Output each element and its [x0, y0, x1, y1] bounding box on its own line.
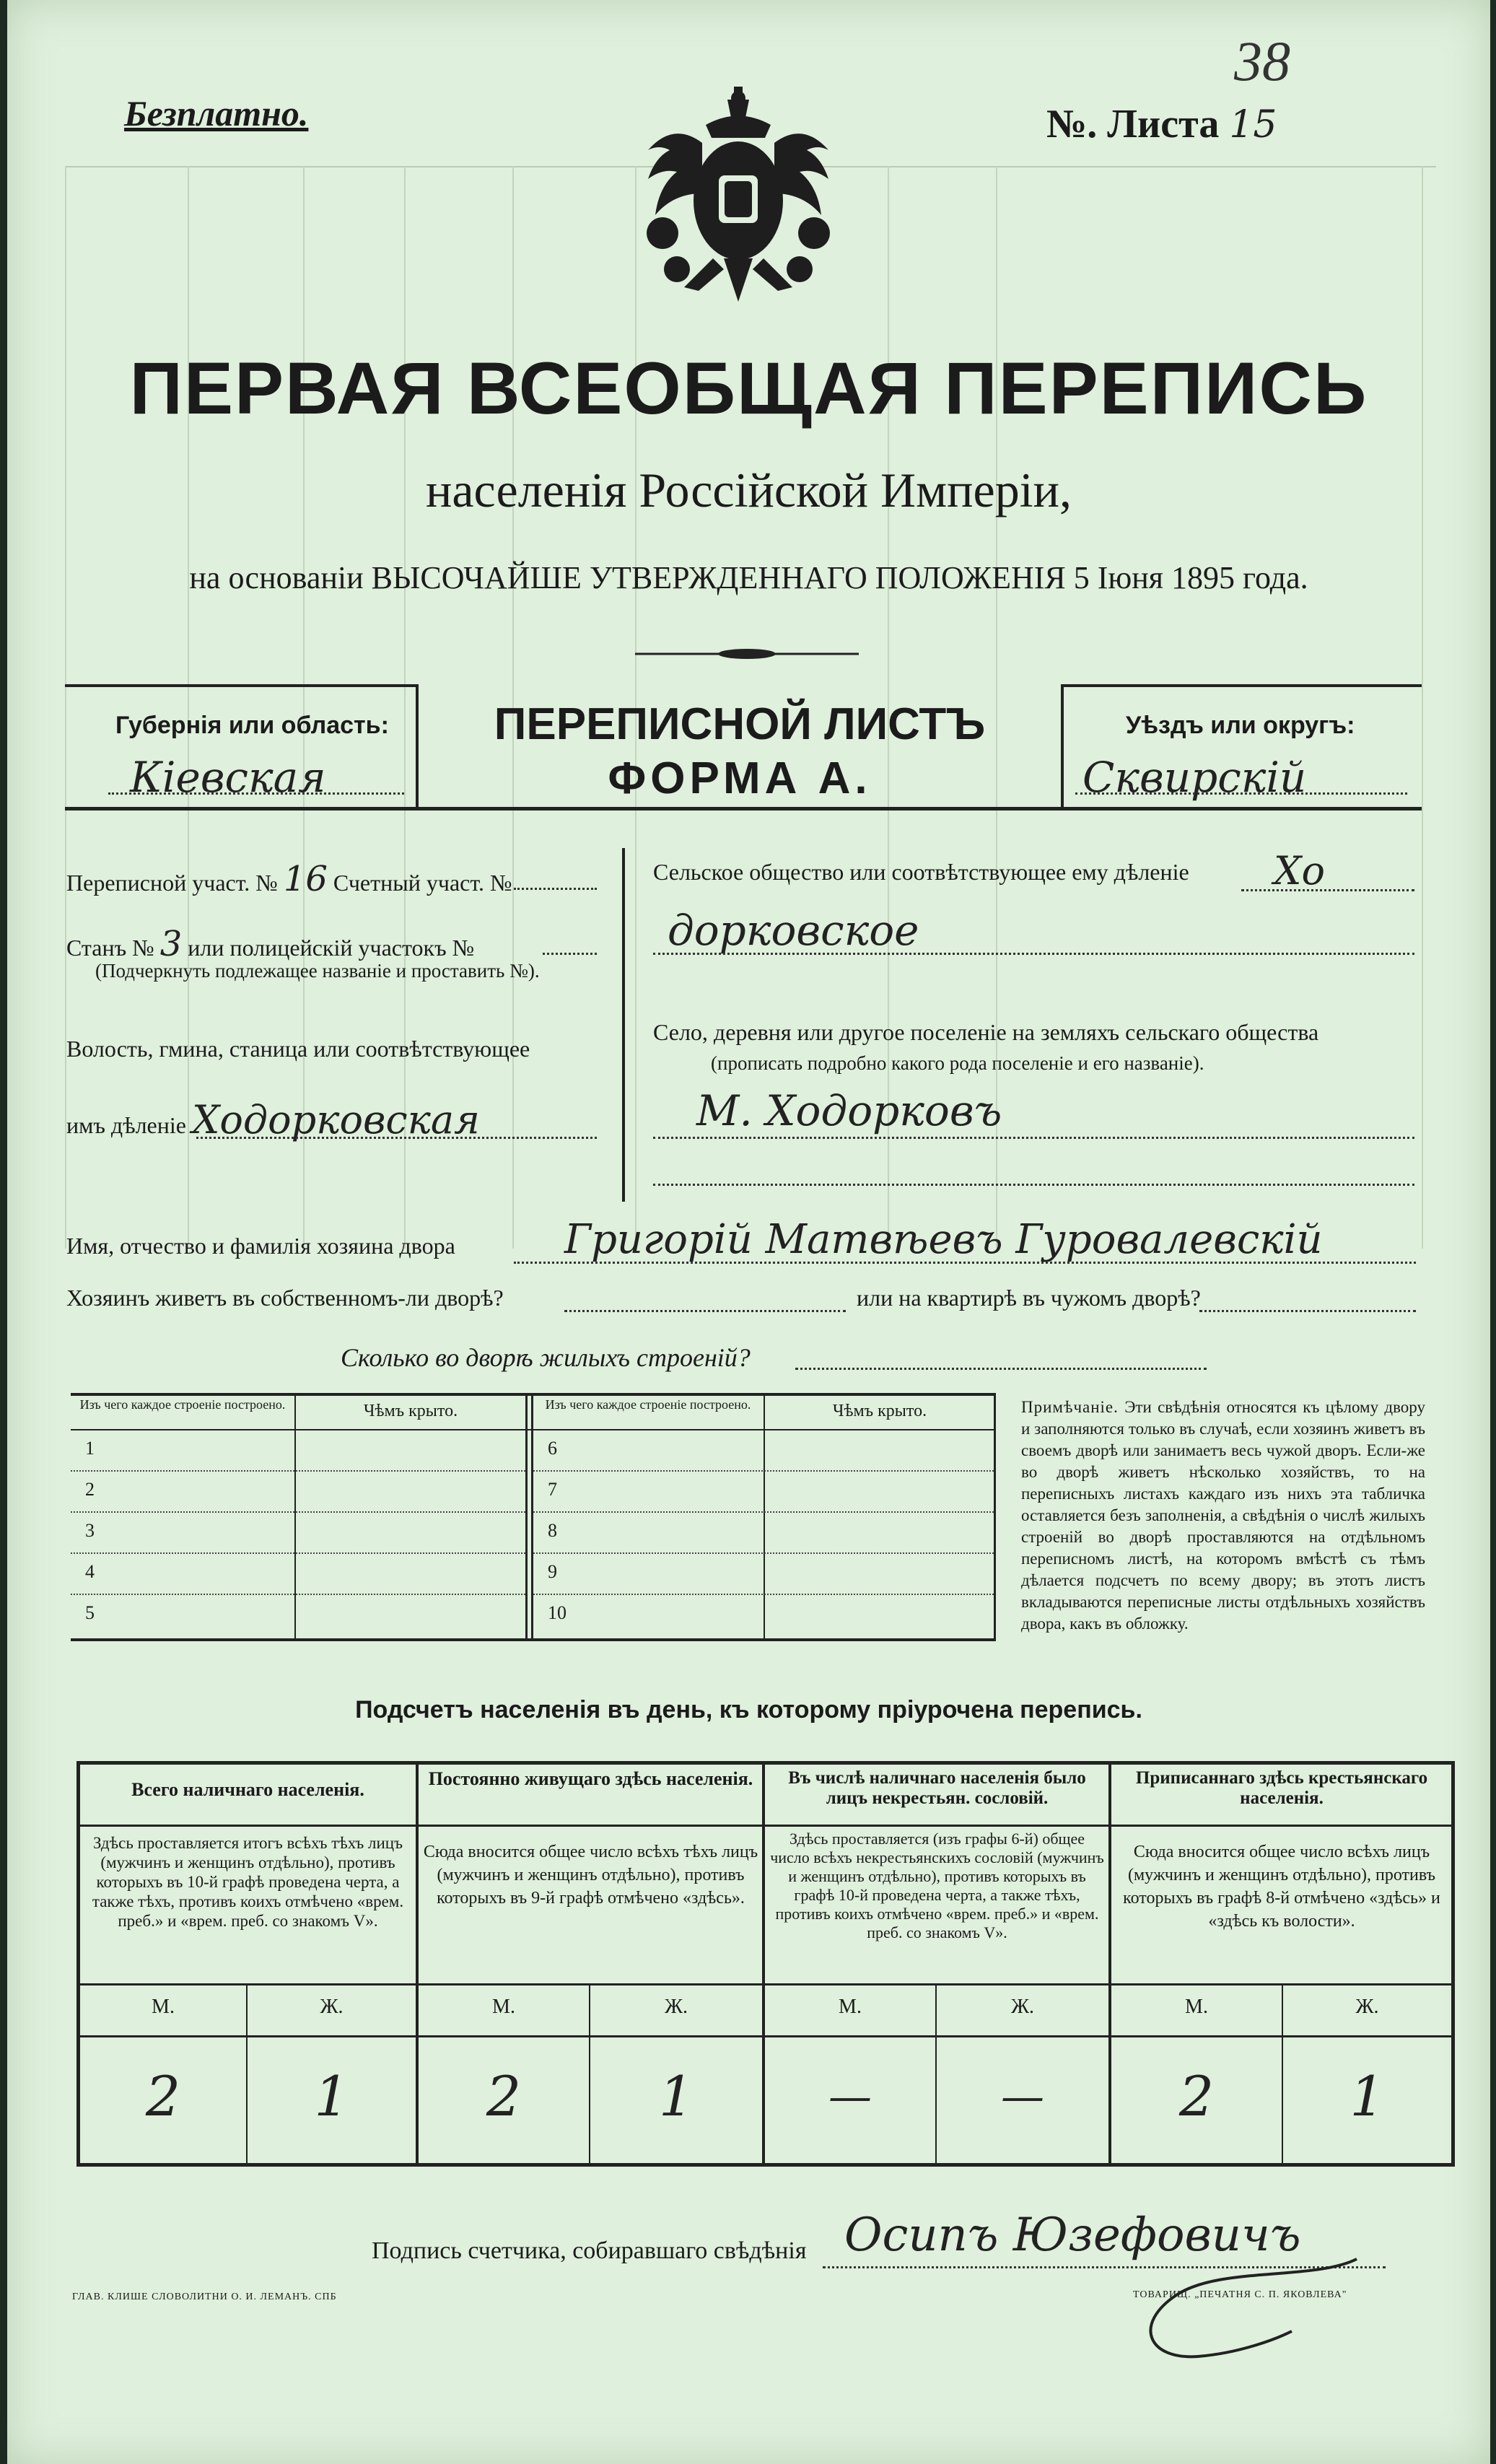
col-material-right: Изъ чего каждое строеніе построено. — [545, 1397, 751, 1412]
free-label: Безплатно. — [124, 93, 309, 134]
pop-col-4-m-value[interactable]: 2 — [1178, 2064, 1215, 2128]
society-value-2[interactable]: дорковское — [668, 906, 919, 955]
society-label: Сельское общество или соотвѣтствующее ему дѣленіе — [653, 859, 1189, 885]
pop-col-2-f-value[interactable]: 1 — [658, 2064, 694, 2128]
pop-col-3-m-value[interactable]: — — [828, 2071, 872, 2122]
pop-col-4-title: Приписаннаго здѣсь крестьянскаго населенія. — [1135, 1768, 1428, 1808]
stan-value[interactable]: 3 — [159, 924, 183, 964]
table-row: 4 — [71, 1554, 525, 1595]
pop-col-3-m-label: М. — [839, 1996, 862, 2018]
note-heading: Примѣчаніе. — [1021, 1398, 1119, 1416]
owner-name-value[interactable]: Григорій Матвѣевъ Гуровалевскій — [564, 1216, 1323, 1263]
pop-col-4-f-value[interactable]: 1 — [1350, 2064, 1385, 2128]
col-roof-right: Чѣмъ крыто. — [832, 1402, 927, 1420]
form-name: ФОРМА А. — [608, 753, 872, 803]
table-row: 3 — [71, 1513, 525, 1554]
page-subtitle: населенія Россійской Имперіи, — [425, 463, 1072, 517]
census-section-label: Переписной участ. № — [66, 870, 278, 896]
buildings-table — [71, 1393, 996, 1646]
note-text: Эти свѣдѣнія относятся къ цѣлому двору и заполняются только въ случаѣ, если хозяинъ живетъ въ своемъ дворѣ или занимаетъ весь чужой дворъ. Если-же во дворѣ живетъ нѣсколько хозяйствъ, то на переписныхъ листахъ каждаго изъ нихъ эта табличка оставляется безъ заполненія, а свѣдѣнія о числѣ жилыхъ строеній во дворѣ проставляются на отдѣльномъ переписномъ листѣ, на которомъ вмѣстѣ съ тѣмъ дѣлается подсчетъ по всему двору; въ этотъ листъ вкладываются переписные листы отдѣльныхъ хозяйствъ двора, какъ въ обложку. — [1021, 1398, 1426, 1633]
right-fields — [653, 848, 1418, 1191]
table-row: 8 — [533, 1513, 994, 1554]
population-heading: Подсчетъ населенія въ день, къ которому пріурочена перепись. — [355, 1696, 1142, 1724]
pop-col-1-f-value[interactable]: 1 — [314, 2064, 349, 2128]
census-sheet — [7, 0, 1490, 2464]
form-header-band — [65, 684, 1422, 814]
owner-apartment-label: или на квартирѣ въ чужомъ дворѣ? — [857, 1285, 1201, 1311]
society-value-1[interactable]: Хо — [1274, 848, 1325, 894]
legal-basis: на основаніи ВЫСОЧАЙШЕ УТВЕРЖДЕННАГО ПОЛОЖЕНІЯ 5 Іюня 1895 года. — [189, 560, 1308, 595]
signature-label: Подпись счетчика, собиравшаго свѣдѣнія — [372, 2237, 807, 2264]
owner-section — [66, 1216, 1423, 1379]
village-note: (прописать подробно какого рода поселеніе и его названіе). — [711, 1052, 1204, 1074]
village-value[interactable]: М. Ходорковъ — [696, 1086, 1002, 1135]
pop-col-2-desc: Сюда вносится общее число всѣхъ тѣхъ лицъ (мужчинъ и женщинъ отдѣльно), противъ которыхъ въ 9-й графѣ отмѣчено «здѣсь». — [423, 1843, 758, 1908]
pop-col-2-title: Постоянно живущаго здѣсь населенія. — [428, 1768, 753, 1789]
volost-label: Волость, гмина, станица или соотвѣтствующее — [66, 1036, 530, 1062]
ornament-divider — [635, 646, 859, 662]
signature-value[interactable]: Осипъ Юзефовичъ — [844, 2209, 1301, 2262]
owner-lives-label: Хозяинъ живетъ въ собственномъ-ли дворѣ? — [66, 1285, 504, 1311]
pop-col-2-m-value[interactable]: 2 — [486, 2064, 522, 2128]
table-row: 6 — [533, 1430, 994, 1472]
page-title: ПЕРВАЯ ВСЕОБЩАЯ ПЕРЕПИСЬ — [129, 347, 1368, 429]
pop-col-4-m-label: М. — [1185, 1996, 1208, 2018]
field-divider — [622, 848, 625, 1202]
uezd-value[interactable]: Сквирскій — [1082, 753, 1307, 802]
gubernia-value[interactable]: Кіевская — [130, 753, 326, 802]
note-block — [1021, 1397, 1425, 1635]
double-headed-eagle-icon — [634, 85, 843, 316]
gubernia-label: Губернія или область: — [115, 712, 389, 739]
pop-col-3-title: Въ числѣ наличнаго населенія было лицъ некрестьян. сословій. — [788, 1768, 1086, 1808]
footer-right: ТОВАРИЩ. „ПЕЧАТНЯ С. П. ЯКОВЛЕВА" — [1133, 2289, 1347, 2300]
table-row: 1 — [71, 1430, 525, 1472]
left-rows — [71, 1430, 525, 1636]
table-row: 5 — [85, 1602, 95, 1623]
counting-section-label: Счетный участ. № — [333, 870, 512, 896]
signature-flourish — [1133, 2252, 1364, 2367]
pop-col-2-m-label: М. — [492, 1996, 515, 2018]
pop-col-1-m-value[interactable]: 2 — [145, 2064, 181, 2128]
form-title: ПЕРЕПИСНОЙ ЛИСТЪ — [494, 699, 986, 749]
sheet-number-value: 15 — [1229, 103, 1277, 147]
owner-name-label: Имя, отчество и фамилія хозяина двора — [66, 1233, 455, 1259]
pop-col-1-title: Всего наличнаго населенія. — [131, 1779, 364, 1800]
pop-col-4-f-label: Ж. — [1355, 1996, 1379, 2018]
buildings-label: Сколько во дворѣ жилыхъ строеній? — [341, 1343, 751, 1372]
stan-note: (Подчеркнуть подлежащее названіе и проставить №). — [95, 960, 540, 982]
pop-col-1-f-label: Ж. — [320, 1996, 344, 2018]
pop-col-1-m-label: М. — [152, 1996, 175, 2018]
population-table — [76, 1761, 1455, 2167]
col-material-left: Изъ чего каждое строеніе построено. — [79, 1397, 286, 1412]
village-label: Село, деревня или другое поселеніе на земляхъ сельскаго общества — [653, 1019, 1319, 1045]
table-row: 9 — [533, 1554, 994, 1595]
sheet-number-label: №. Листа — [1046, 102, 1220, 147]
pop-col-3-f-label: Ж. — [1010, 1996, 1035, 2018]
pop-col-4-desc: Сюда вносится общее число всѣхъ лицъ (мужчинъ и женщинъ отдѣльно), противъ которыхъ въ графѣ 8-й отмѣчено «здѣсь» и «здѣсь къ волости». — [1123, 1843, 1440, 1931]
uezd-label: Уѣздъ или округъ: — [1126, 712, 1355, 739]
volost-value[interactable]: Ходорковская — [191, 1097, 480, 1143]
footer-left: ГЛАВ. КЛИШЕ СЛОВОЛИТНИ О. И. ЛЕМАНЪ. СПБ — [72, 2292, 337, 2302]
pop-col-3-f-value[interactable]: — — [1001, 2071, 1044, 2122]
stan-label: Станъ № — [66, 935, 154, 961]
volost-label-2: имъ дѣленіе — [66, 1112, 186, 1138]
pop-col-1-desc: Здѣсь проставляется итогъ всѣхъ тѣхъ лицъ (мужчинъ и женщинъ отдѣльно), противъ которыхъ въ 10-й графѣ проведена черта, а также тѣхъ, противъ коихъ отмѣчено «врем. преб.» и «врем. преб. со знакомъ V». — [92, 1834, 404, 1930]
sheet-number — [1046, 101, 1277, 147]
col-roof-left: Чѣмъ крыто. — [363, 1402, 458, 1420]
pop-col-2-f-label: Ж. — [664, 1996, 688, 2018]
table-row: 10 — [548, 1602, 567, 1623]
table-row: 2 — [71, 1472, 525, 1513]
census-section-value[interactable]: 16 — [283, 859, 328, 899]
police-label: или полицейскій участокъ № — [188, 935, 475, 961]
corner-number: 38 — [1234, 30, 1290, 92]
table-row: 7 — [533, 1472, 994, 1513]
right-rows — [533, 1430, 994, 1636]
left-fields — [66, 852, 600, 1191]
pop-col-3-desc: Здѣсь проставляется (изъ графы 6-й) общее число всѣхъ некрестьянскихъ сословій (мужчинъ и женщинъ отдѣльно), противъ которыхъ въ графѣ 10-й проведена черта, а также тѣхъ, противъ коихъ отмѣчено «врем. преб.» и «врем. преб. со знакомъ V». — [770, 1830, 1104, 1941]
